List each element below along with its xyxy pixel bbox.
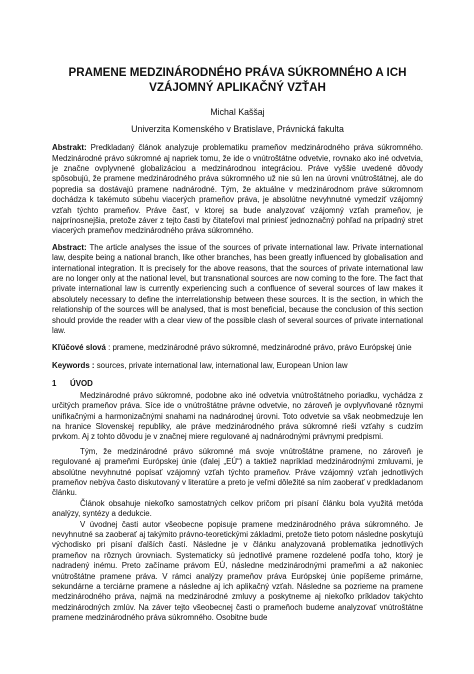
section-heading xyxy=(52,379,423,389)
author-name: Michal Kaššaj xyxy=(210,107,265,118)
paper-title xyxy=(52,66,423,95)
title-line-2: VZÁJOMNÝ APLIKAČNÝ VZŤAH xyxy=(149,80,326,94)
author-affiliation: Univerzita Komenského v Bratislave, Právnická fakulta xyxy=(131,124,344,135)
keywords-english-label: Keywords : xyxy=(52,360,95,370)
abstract-slovak-text: Predkladaný článok analyzuje problematiku prameňov medzinárodného práva súkromného. Medzinárodné právo súkromné aj napriek tomu, že ide o vnútroštátne odvetvie, rovnako ako iné odvetvia, je značne ovplyvnené globalizáciou a medzinárodnou integráciou. Práve vyššie uvedené dôvody spôsobujú, že pramene medzinárodného práva súkromného už nie sú len na úrovni vnútroštátnej, ale do popredia sa dostávajú pramene nadnárodné. Tým, že aktuálne v medzinárodnom práve súkromnom dochádza k takémuto súbehu viacerých prameňov práva, je absolútne nevyhnutné vymedziť vzájomný vzťah týchto prameňov. Práve časť, v ktorej sa bude analyzovať vzájomný vzťah prameňov, je najprínosnejšia, pretože záver z tejto časti by čitateľovi mal priniesť jednoznačný pohľad na prípadný stret viacerých prameňov medzinárodného práva súkromného. xyxy=(52,143,423,236)
keywords-slovak-text: : pramene, medzinárodné právo súkromné, medzinárodné právo, právo Európskej únie xyxy=(105,342,412,352)
body-paragraph: Tým, že medzinárodné právo súkromné má svoje vnútroštátne pramene, no zároveň je regulované aj prameňmi Európskej únie (ďalej „EÚ“) a taktiež napríklad medzinárodnými zmluvami, je absolútne nevyhnutné popísať vzájomný vzťah týchto prameňov. Práve vzájomný vzťah jednotlivých prameňov nebýva často diskutovaný v literatúre a preto je veľmi dôležité sa ním zaoberať v predkladanom článku. xyxy=(52,446,423,498)
keywords-english xyxy=(52,361,423,371)
keywords-slovak-label: Kľúčové slová xyxy=(52,342,106,352)
abstract-slovak xyxy=(52,143,423,237)
body-paragraph: V úvodnej časti autor všeobecne popisuje pramene medzinárodného práva súkromného. Je nevyhnutné sa zaoberať aj takýmito právno-teoretickými základmi, pretože tieto potom následne poskytujú východisko pri písaní ďalších častí. Následne je v článku analyzovaná problematika jednotlivých prameňov na rôznych úrovniach. Systematicky sú jednotlivé pramene rozdelené podľa toho, ktorý je nadradený inému. Preto začíname právom EÚ, následne medzinárodnými prameňmi a až nakoniec vnútroštátne pramene práva. V rámci analýzy prameňov práva Európskej únie popíšeme primárne, sekundárne a terciárne pramene a následne aj ich aplikačný vzťah. Následne sa pozrieme na pramene medzinárodného práva, najmä na medzinárodné zmluvy a poskytneme aj niekoľko príkladov takýchto medzinárodných zmlúv. Na záver tejto všeobecnej časti o prameňoch budeme analyzovať vnútroštátne pramene medzinárodného práva súkromného. Osobitne bude xyxy=(52,519,423,623)
abstract-english xyxy=(52,243,423,337)
keywords-slovak xyxy=(52,343,423,353)
keywords-english-text: sources, private international law, international law, European Union law xyxy=(94,360,348,370)
abstract-english-text: The article analyses the issue of the sources of private international law. Private international law, despite being a national branch, like other branches, has been greatly influenced by globalisation and international integration. It is precisely for the above reasons, that the sources of private international law are no longer only at the national level, but transnational sources are now coming to the fore. The fact that private international law is currently experiencing such a confluence of several sources of law makes it absolutely necessary to define the interrelationship between these sources. It is the section, in which the relationship of the sources will be analysed, that is most beneficial, because the conclusion of this section should provide the reader with a clear view of the possible clash of several sources of private international law. xyxy=(52,242,423,336)
title-line-1: PRAMENE MEDZINÁRODNÉHO PRÁVA SÚKROMNÉHO A ICH xyxy=(68,66,407,79)
abstract-slovak-label: Abstrakt: xyxy=(52,143,87,153)
abstract-english-label: Abstract: xyxy=(52,242,87,252)
section-title: ÚVOD xyxy=(70,379,93,389)
section-number: 1 xyxy=(52,379,57,389)
body-paragraph: Článok obsahuje niekoľko samostatných celkov pričom pri písaní článku bola využitá metóda analýzy, syntézy a dedukcie. xyxy=(52,498,423,519)
body-paragraph: Medzinárodné právo súkromné, podobne ako iné odvetvia vnútroštátneho poriadku, vychádza z určitých prameňov práva. Síce ide o vnútroštátne právne odvetvie, no zároveň je ovplyvňované rôznymi unifikačnými a harmonizačnými snahami na nadnárodnej úrovni. Toto odvetvie sa však neobmedzuje len na hranice Slovenskej republiky, ale práve medzinárodného práva súkromné rieši vzťahy s cudzím prvkom. Aj z tohto dôvodu je v značnej miere regulované aj nadnárodnými právnymi predpismi. xyxy=(52,390,423,442)
